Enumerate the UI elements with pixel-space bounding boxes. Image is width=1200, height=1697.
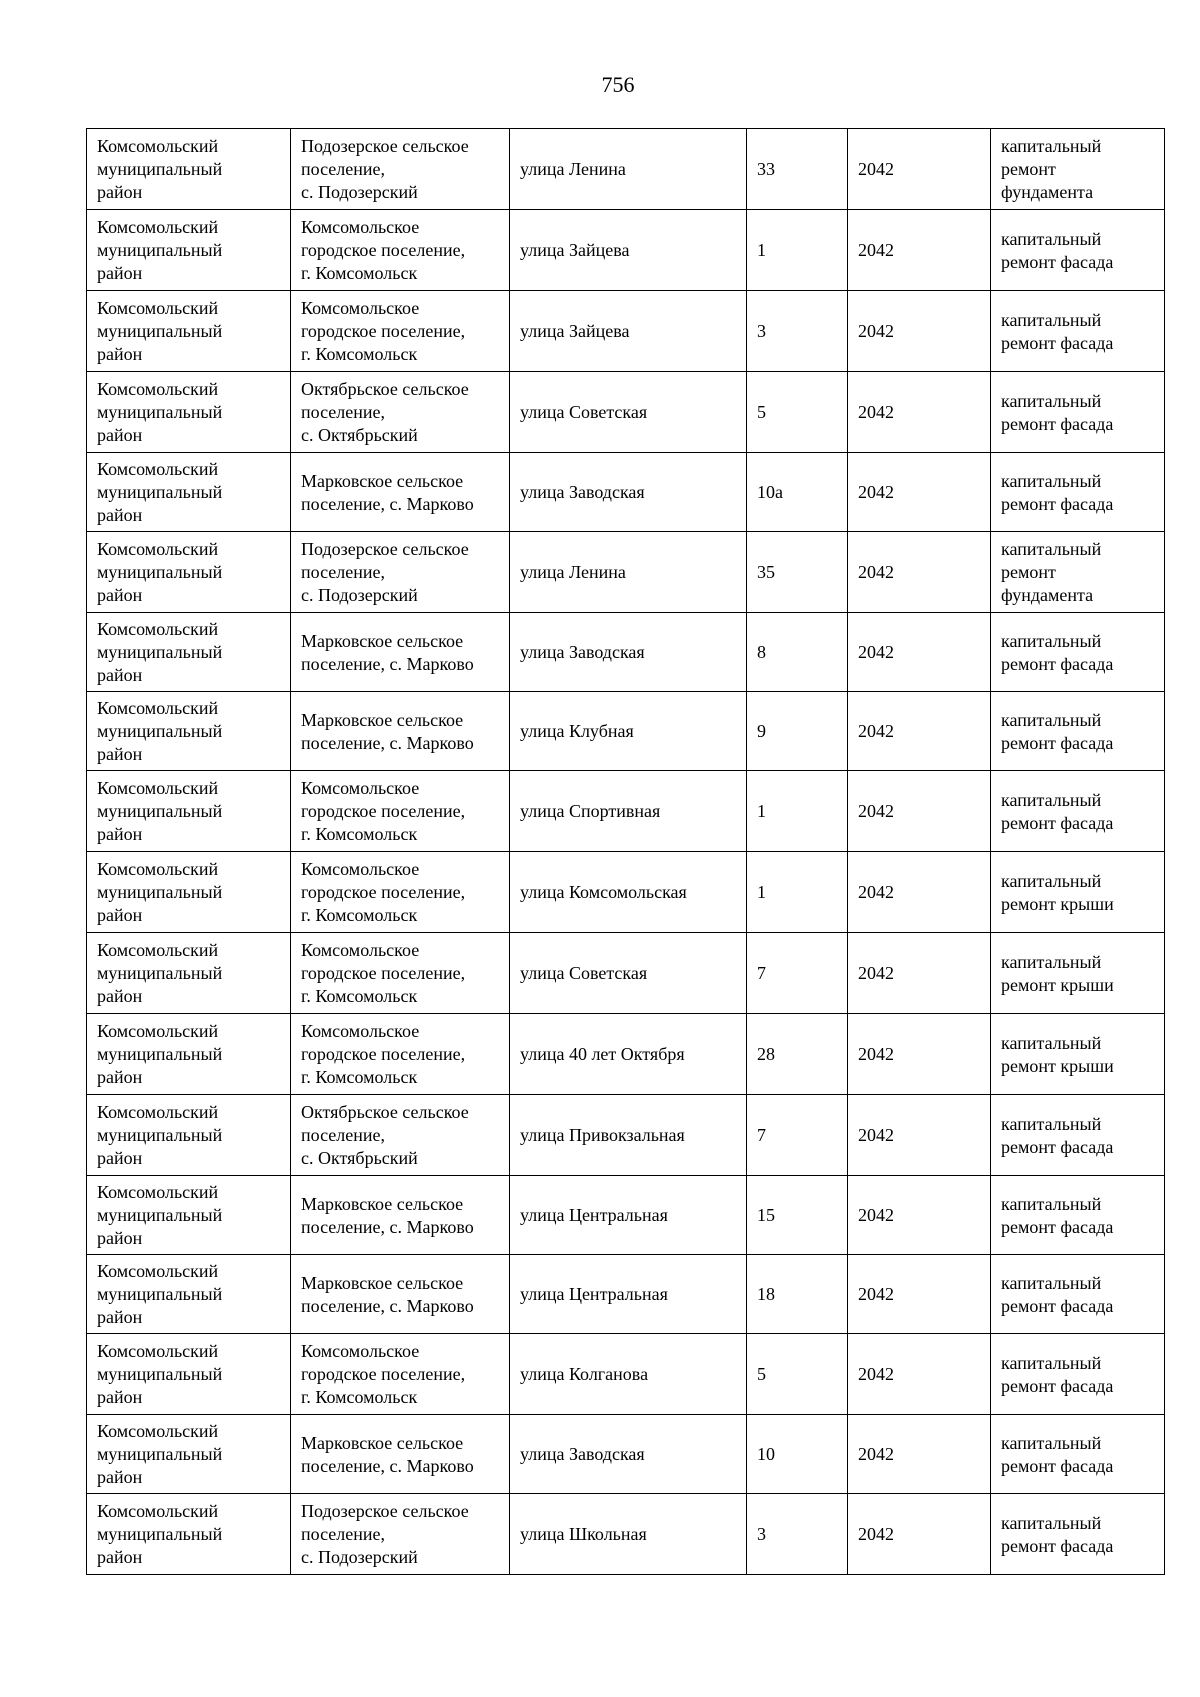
work-type-cell: капитальный ремонт фасада (991, 1415, 1165, 1494)
settlement-cell: Подозерское сельское поселение, с. Подозерский (291, 1494, 510, 1575)
settlement-cell: Комсомольское городское поселение, г. Комсомольск (291, 933, 510, 1014)
street-cell: улица Клубная (510, 692, 747, 771)
settlement-cell: Комсомольское городское поселение, г. Комсомольск (291, 852, 510, 933)
street-cell: улица Зайцева (510, 291, 747, 372)
street-cell: улица Заводская (510, 613, 747, 692)
table-row (87, 372, 1165, 453)
settlement-cell: Марковское сельское поселение, с. Марково (291, 453, 510, 532)
table-row (87, 453, 1165, 532)
year-cell: 2042 (848, 1255, 991, 1334)
table-row (87, 291, 1165, 372)
table-body (87, 129, 1165, 1575)
repair-schedule-table (86, 128, 1165, 1575)
street-cell: улица Комсомольская (510, 852, 747, 933)
page-number: 756 (601, 72, 635, 97)
year-cell: 2042 (848, 1494, 991, 1575)
work-type-cell: капитальный ремонт фундамента (991, 129, 1165, 210)
district-cell: Комсомольский муниципальный район (87, 933, 291, 1014)
house-number-cell: 7 (747, 933, 848, 1014)
work-type-cell: капитальный ремонт крыши (991, 852, 1165, 933)
street-cell: улица Колганова (510, 1334, 747, 1415)
district-cell: Комсомольский муниципальный район (87, 852, 291, 933)
house-number-cell: 15 (747, 1176, 848, 1255)
table-row (87, 692, 1165, 771)
district-cell: Комсомольский муниципальный район (87, 453, 291, 532)
work-type-cell: капитальный ремонт фасада (991, 771, 1165, 852)
district-cell: Комсомольский муниципальный район (87, 771, 291, 852)
table-row (87, 1014, 1165, 1095)
district-cell: Комсомольский муниципальный район (87, 291, 291, 372)
work-type-cell: капитальный ремонт фасада (991, 692, 1165, 771)
settlement-cell: Марковское сельское поселение, с. Марково (291, 1415, 510, 1494)
year-cell: 2042 (848, 933, 991, 1014)
house-number-cell: 35 (747, 532, 848, 613)
year-cell: 2042 (848, 453, 991, 532)
district-cell: Комсомольский муниципальный район (87, 1014, 291, 1095)
house-number-cell: 10а (747, 453, 848, 532)
street-cell: улица Центральная (510, 1176, 747, 1255)
house-number-cell: 5 (747, 1334, 848, 1415)
district-cell: Комсомольский муниципальный район (87, 692, 291, 771)
district-cell: Комсомольский муниципальный район (87, 532, 291, 613)
work-type-cell: капитальный ремонт фасада (991, 372, 1165, 453)
year-cell: 2042 (848, 291, 991, 372)
table-row (87, 532, 1165, 613)
house-number-cell: 5 (747, 372, 848, 453)
work-type-cell: капитальный ремонт крыши (991, 933, 1165, 1014)
year-cell: 2042 (848, 1415, 991, 1494)
house-number-cell: 1 (747, 210, 848, 291)
street-cell: улица Ленина (510, 129, 747, 210)
table-row (87, 210, 1165, 291)
work-type-cell: капитальный ремонт фундамента (991, 532, 1165, 613)
settlement-cell: Комсомольское городское поселение, г. Комсомольск (291, 210, 510, 291)
settlement-cell: Октябрьское сельское поселение, с. Октябрьский (291, 372, 510, 453)
year-cell: 2042 (848, 372, 991, 453)
house-number-cell: 8 (747, 613, 848, 692)
work-type-cell: капитальный ремонт фасада (991, 1255, 1165, 1334)
settlement-cell: Марковское сельское поселение, с. Марково (291, 613, 510, 692)
street-cell: улица Ленина (510, 532, 747, 613)
district-cell: Комсомольский муниципальный район (87, 613, 291, 692)
work-type-cell: капитальный ремонт фасада (991, 210, 1165, 291)
work-type-cell: капитальный ремонт фасада (991, 1494, 1165, 1575)
street-cell: улица Школьная (510, 1494, 747, 1575)
house-number-cell: 7 (747, 1095, 848, 1176)
district-cell: Комсомольский муниципальный район (87, 210, 291, 291)
year-cell: 2042 (848, 1176, 991, 1255)
settlement-cell: Марковское сельское поселение, с. Марково (291, 1176, 510, 1255)
year-cell: 2042 (848, 532, 991, 613)
district-cell: Комсомольский муниципальный район (87, 1415, 291, 1494)
year-cell: 2042 (848, 852, 991, 933)
settlement-cell: Комсомольское городское поселение, г. Комсомольск (291, 1014, 510, 1095)
house-number-cell: 28 (747, 1014, 848, 1095)
work-type-cell: капитальный ремонт фасада (991, 1095, 1165, 1176)
table-row (87, 852, 1165, 933)
house-number-cell: 3 (747, 1494, 848, 1575)
district-cell: Комсомольский муниципальный район (87, 1176, 291, 1255)
year-cell: 2042 (848, 771, 991, 852)
year-cell: 2042 (848, 613, 991, 692)
street-cell: улица Спортивная (510, 771, 747, 852)
table-row (87, 129, 1165, 210)
year-cell: 2042 (848, 210, 991, 291)
work-type-cell: капитальный ремонт фасада (991, 613, 1165, 692)
table-row (87, 1255, 1165, 1334)
district-cell: Комсомольский муниципальный район (87, 129, 291, 210)
settlement-cell: Комсомольское городское поселение, г. Комсомольск (291, 1334, 510, 1415)
street-cell: улица Советская (510, 933, 747, 1014)
house-number-cell: 1 (747, 852, 848, 933)
street-cell: улица Заводская (510, 453, 747, 532)
table-row (87, 1176, 1165, 1255)
year-cell: 2042 (848, 1334, 991, 1415)
work-type-cell: капитальный ремонт крыши (991, 1014, 1165, 1095)
table-row (87, 613, 1165, 692)
house-number-cell: 10 (747, 1415, 848, 1494)
district-cell: Комсомольский муниципальный район (87, 1334, 291, 1415)
table-row (87, 1494, 1165, 1575)
house-number-cell: 3 (747, 291, 848, 372)
house-number-cell: 33 (747, 129, 848, 210)
settlement-cell: Октябрьское сельское поселение, с. Октябрьский (291, 1095, 510, 1176)
settlement-cell: Подозерское сельское поселение, с. Подозерский (291, 129, 510, 210)
year-cell: 2042 (848, 1014, 991, 1095)
district-cell: Комсомольский муниципальный район (87, 372, 291, 453)
street-cell: улица Зайцева (510, 210, 747, 291)
street-cell: улица 40 лет Октября (510, 1014, 747, 1095)
district-cell: Комсомольский муниципальный район (87, 1255, 291, 1334)
street-cell: улица Центральная (510, 1255, 747, 1334)
district-cell: Комсомольский муниципальный район (87, 1095, 291, 1176)
table-row (87, 1415, 1165, 1494)
street-cell: улица Привокзальная (510, 1095, 747, 1176)
table-row (87, 1095, 1165, 1176)
house-number-cell: 9 (747, 692, 848, 771)
work-type-cell: капитальный ремонт фасада (991, 291, 1165, 372)
year-cell: 2042 (848, 1095, 991, 1176)
street-cell: улица Заводская (510, 1415, 747, 1494)
settlement-cell: Комсомольское городское поселение, г. Комсомольск (291, 291, 510, 372)
year-cell: 2042 (848, 129, 991, 210)
table-row (87, 1334, 1165, 1415)
settlement-cell: Марковское сельское поселение, с. Марково (291, 1255, 510, 1334)
settlement-cell: Подозерское сельское поселение, с. Подозерский (291, 532, 510, 613)
table-row (87, 771, 1165, 852)
house-number-cell: 1 (747, 771, 848, 852)
settlement-cell: Комсомольское городское поселение, г. Комсомольск (291, 771, 510, 852)
district-cell: Комсомольский муниципальный район (87, 1494, 291, 1575)
work-type-cell: капитальный ремонт фасада (991, 1334, 1165, 1415)
year-cell: 2042 (848, 692, 991, 771)
street-cell: улица Советская (510, 372, 747, 453)
table-row (87, 933, 1165, 1014)
settlement-cell: Марковское сельское поселение, с. Марково (291, 692, 510, 771)
house-number-cell: 18 (747, 1255, 848, 1334)
work-type-cell: капитальный ремонт фасада (991, 1176, 1165, 1255)
work-type-cell: капитальный ремонт фасада (991, 453, 1165, 532)
